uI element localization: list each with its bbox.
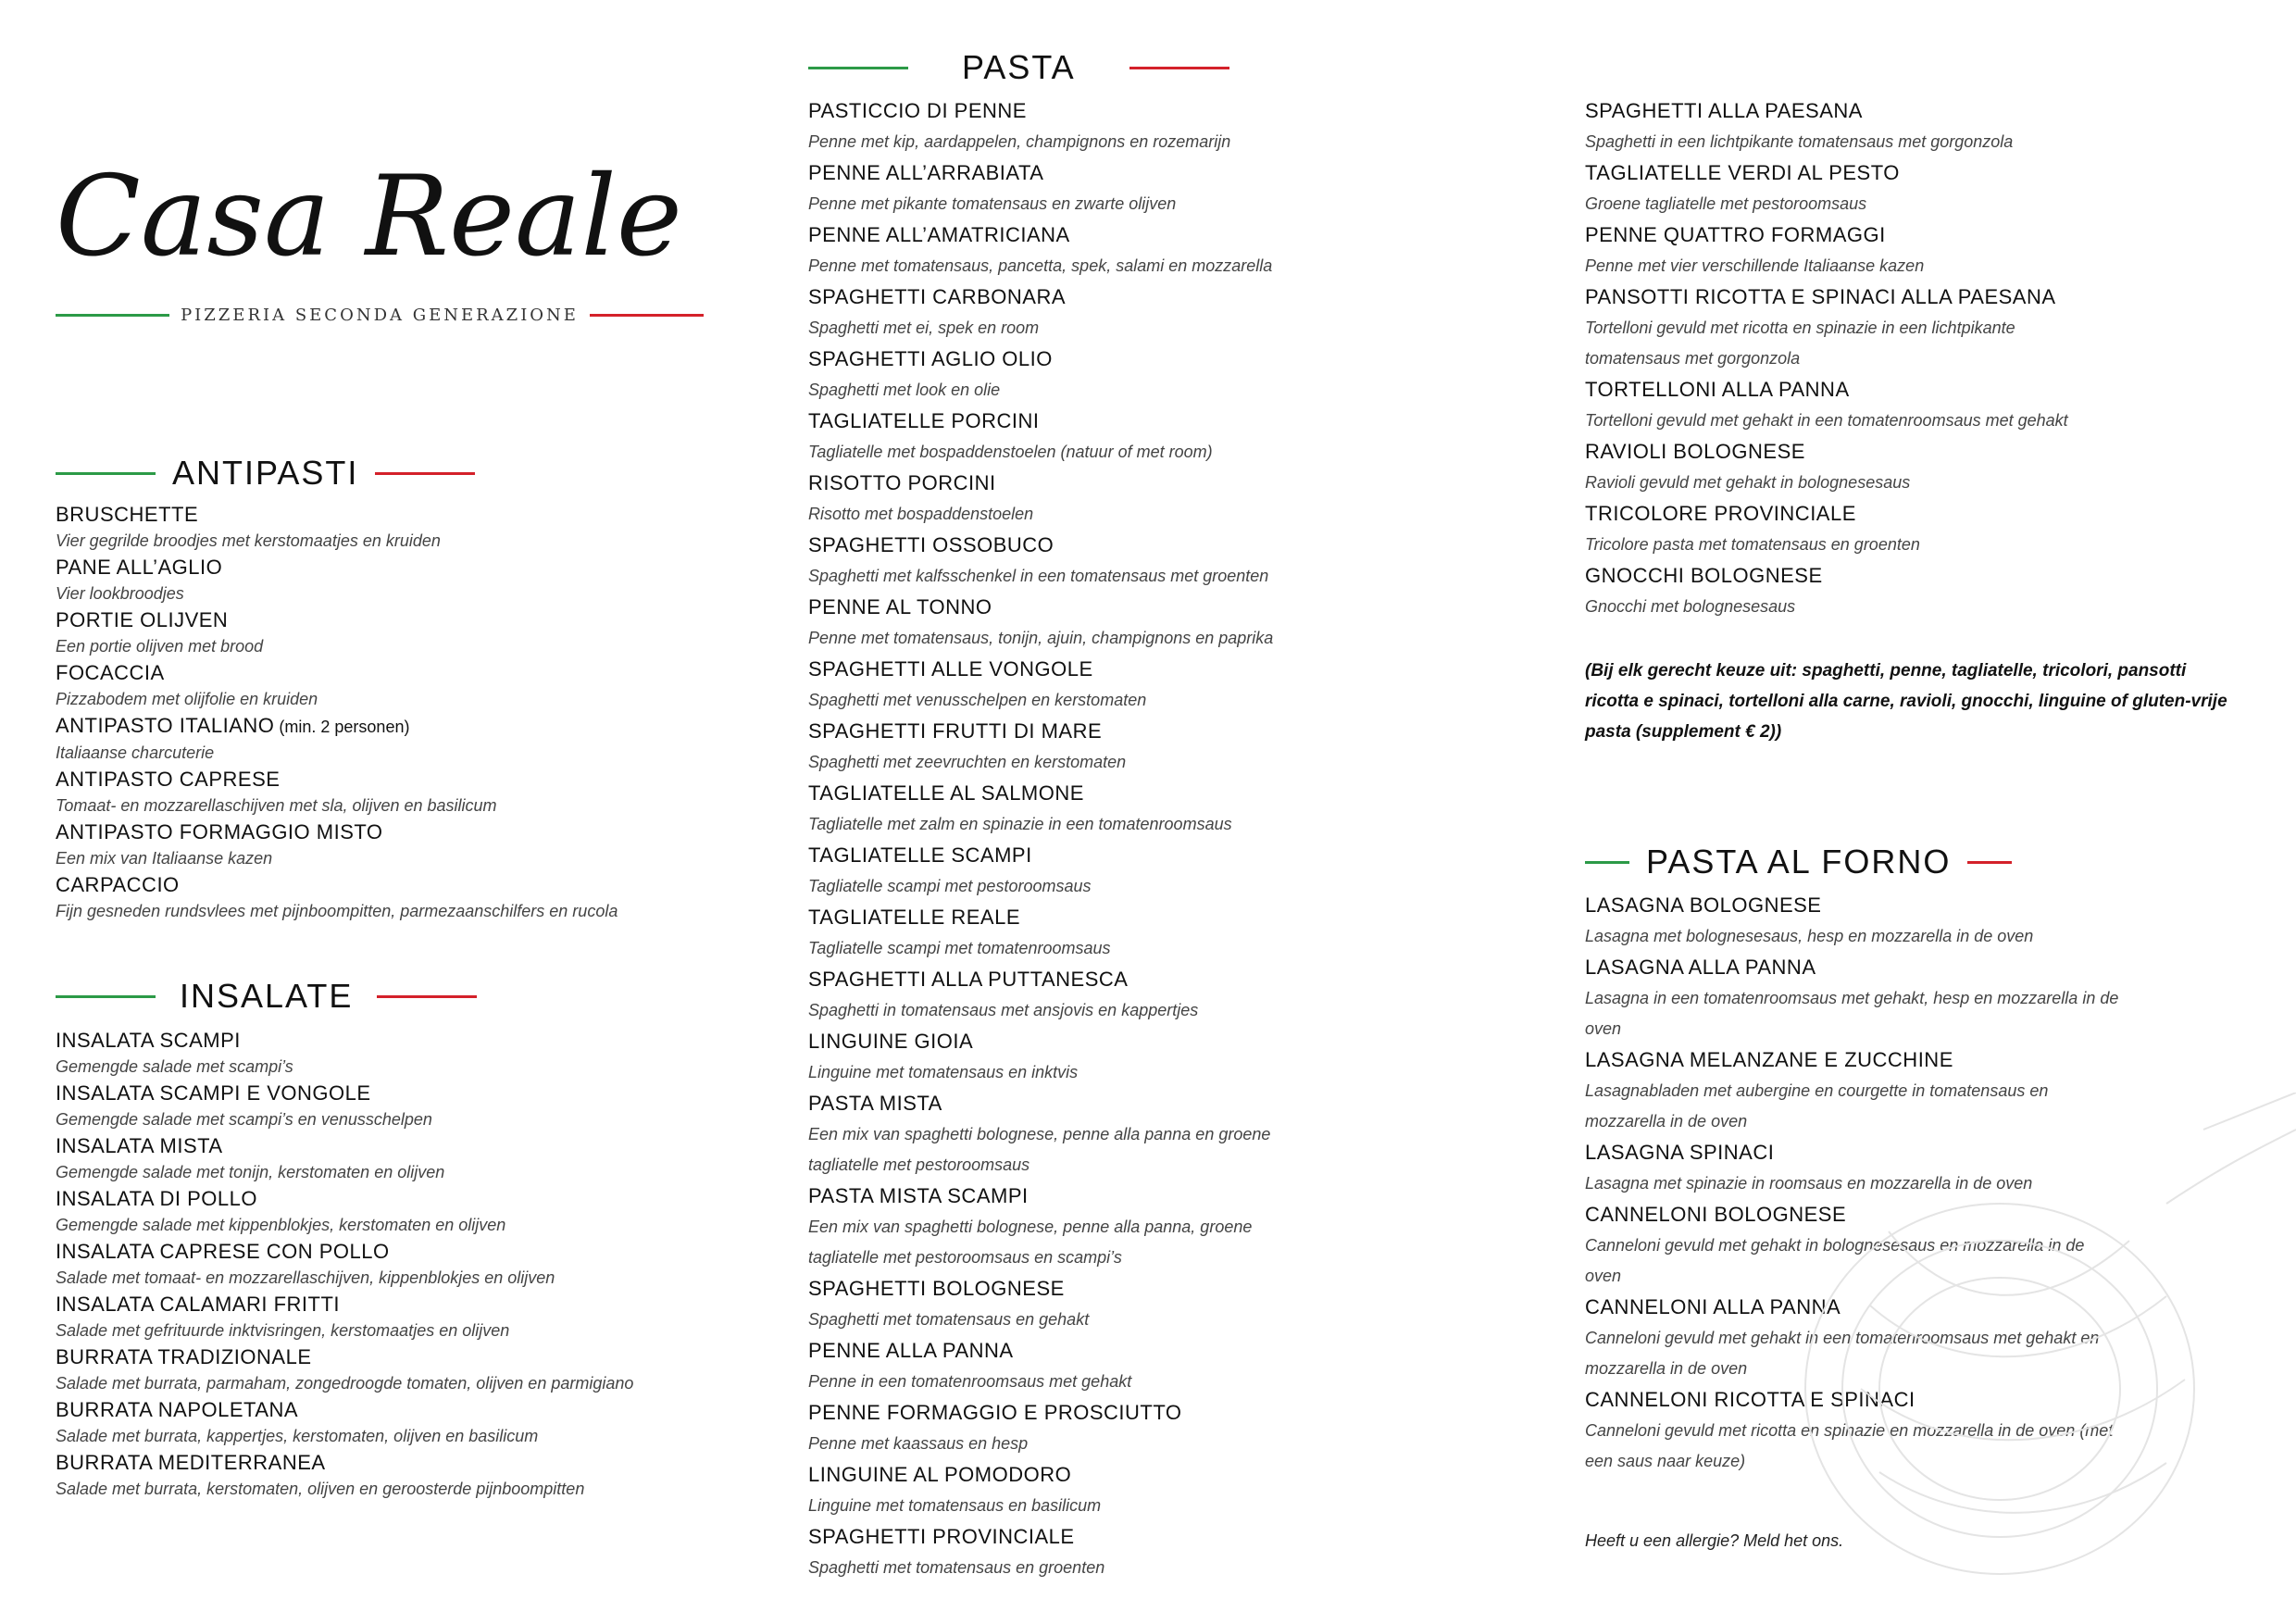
menu-item-description: Lasagnabladen met aubergine en courgette in tomatensaus en mozzarella in de oven <box>1585 1081 2049 1131</box>
menu-item <box>808 592 1327 654</box>
menu-item-name: GNOCCHI BOLOGNESE <box>1585 564 1823 587</box>
menu-item-description: Tortelloni gevuld met ricotta en spinazie in een lichtpikante tomatensaus met gorgonzola <box>1585 319 2015 368</box>
menu-item-description: Penne met kaassaus en hesp <box>808 1434 1029 1453</box>
pasta-header <box>808 48 1229 87</box>
header-red-line <box>377 995 477 998</box>
menu-item <box>808 840 1327 902</box>
menu-item-description: Gemengde salade met kippenblokjes, kerstomaten en olijven <box>56 1216 506 1234</box>
menu-item-name: INSALATA SCAMPI E VONGOLE <box>56 1081 371 1105</box>
menu-item <box>56 1133 648 1186</box>
menu-item <box>808 1459 1327 1521</box>
menu-item-name: ANTIPASTO FORMAGGIO MISTO <box>56 820 383 843</box>
menu-item-name: BURRATA TRADIZIONALE <box>56 1345 312 1368</box>
menu-item-description: Een mix van spaghetti bolognese, penne alla panna en groene tagliatelle met pestoroomsaus <box>808 1125 1271 1174</box>
menu-item <box>1585 95 2103 157</box>
menu-item <box>808 157 1327 219</box>
menu-item <box>1585 560 2103 622</box>
menu-item-name: INSALATA SCAMPI <box>56 1029 241 1052</box>
menu-item <box>808 1335 1327 1397</box>
header-red-line <box>375 472 475 475</box>
menu-item <box>808 468 1327 530</box>
menu-item-description: Tagliatelle met bospaddenstoelen (natuur of met room) <box>808 443 1213 461</box>
menu-item-note: (min. 2 personen) <box>274 718 410 736</box>
header-green-line <box>56 995 156 998</box>
insalate-title: INSALATE <box>180 977 354 1015</box>
menu-item <box>56 1081 648 1133</box>
menu-item-description: Spaghetti in een lichtpikante tomatensaus met gorgonzola <box>1585 132 2014 151</box>
menu-item <box>808 1273 1327 1335</box>
menu-item <box>1585 374 2103 436</box>
menu-item-name: INSALATA CAPRESE CON POLLO <box>56 1240 390 1263</box>
menu-item-name: TRICOLORE PROVINCIALE <box>1585 502 1856 525</box>
menu-item-description: Italiaanse charcuterie <box>56 743 215 762</box>
insalate-list <box>56 1028 648 1503</box>
menu-item-description: Vier gegrilde broodjes met kerstomaatjes en kruiden <box>56 531 441 550</box>
menu-item-description: Spaghetti in tomatensaus met ansjovis en kappertjes <box>808 1001 1199 1019</box>
menu-item-description: Linguine met tomatensaus en inktvis <box>808 1063 1079 1081</box>
menu-item-name: LINGUINE GIOIA <box>808 1030 974 1053</box>
menu-item-name: PORTIE OLIJVEN <box>56 608 229 631</box>
menu-item <box>56 1344 648 1397</box>
menu-item-name: SPAGHETTI CARBONARA <box>808 285 1067 308</box>
menu-item-description: Lasagna met spinazie in roomsaus en mozzarella in de oven <box>1585 1174 2033 1193</box>
menu-item-name: CANNELONI ALLA PANNA <box>1585 1295 1841 1318</box>
menu-item <box>808 778 1327 840</box>
menu-item <box>808 95 1327 157</box>
header-red-line <box>1129 67 1229 69</box>
allergy-note: Heeft u een allergie? Meld het ons. <box>1585 1531 1844 1550</box>
menu-item-description: Tricolore pasta met tomatensaus en groenten <box>1585 535 1920 554</box>
menu-item-name: SPAGHETTI PROVINCIALE <box>808 1525 1075 1548</box>
menu-item-name: SPAGHETTI ALLA PUTTANESCA <box>808 968 1129 991</box>
menu-item-description: Salade met burrata, kerstomaten, olijven en geroosterde pijnboompitten <box>56 1480 585 1498</box>
menu-item <box>1585 157 2103 219</box>
antipasti-header <box>56 454 475 493</box>
menu-item-name: TAGLIATELLE PORCINI <box>808 409 1040 432</box>
menu-item-name: SPAGHETTI ALLE VONGOLE <box>808 657 1093 681</box>
menu-item-description: Penne met tomatensaus, pancetta, spek, salami en mozzarella <box>808 256 1273 275</box>
menu-item-name: TAGLIATELLE SCAMPI <box>808 843 1032 867</box>
menu-item-name: ANTIPASTO ITALIANO (min. 2 personen) <box>56 714 410 737</box>
pasta-al-forno-header <box>1585 843 2012 881</box>
menu-item-description: Groene tagliatelle met pestoroomsaus <box>1585 194 1867 213</box>
menu-item <box>808 530 1327 592</box>
menu-item-description: Gemengde salade met scampi’s <box>56 1057 293 1076</box>
menu-item-description: Gnocchi met bolognesesaus <box>1585 597 1796 616</box>
brand-name: Casa Reale <box>56 153 682 281</box>
menu-item-name: PENNE FORMAGGIO E PROSCIUTTO <box>808 1401 1182 1424</box>
menu-item-description: Spaghetti met tomatensaus en groenten <box>808 1558 1105 1577</box>
menu-item-name: PENNE ALL’AMATRICIANA <box>808 223 1070 246</box>
menu-item-name: PANSOTTI RICOTTA E SPINACI ALLA PAESANA <box>1585 285 2056 308</box>
menu-item-description: Een portie olijven met brood <box>56 637 264 656</box>
menu-item-name: PENNE ALLA PANNA <box>808 1339 1014 1362</box>
menu-item-description: Pizzabodem met olijfolie en kruiden <box>56 690 318 708</box>
menu-item-description: Penne met vier verschillende Italiaanse kazen <box>1585 256 1925 275</box>
menu-item-name: PASTA MISTA <box>808 1092 942 1115</box>
menu-item-name: CARPACCIO <box>56 873 180 896</box>
menu-item <box>808 281 1327 344</box>
tagline-red-line <box>590 314 704 317</box>
menu-item-description: Spaghetti met look en olie <box>808 381 1001 399</box>
menu-item-name: PASTICCIO DI PENNE <box>808 99 1027 122</box>
menu-item <box>56 819 648 872</box>
menu-item <box>56 713 648 767</box>
menu-item-name: ANTIPASTO CAPRESE <box>56 768 281 791</box>
menu-item <box>56 555 648 607</box>
menu-item-description: Tortelloni gevuld met gehakt in een tomatenroomsaus met gehakt <box>1585 411 2068 430</box>
menu-item-description: Ravioli gevuld met gehakt in bolognesesaus <box>1585 473 1911 492</box>
menu-item-name: FOCACCIA <box>56 661 165 684</box>
menu-item-name: TORTELLONI ALLA PANNA <box>1585 378 1850 401</box>
menu-item-name: PASTA MISTA SCAMPI <box>808 1184 1029 1207</box>
tagline-green-line <box>56 314 169 317</box>
header-green-line <box>808 67 908 69</box>
menu-item-name: TAGLIATELLE VERDI AL PESTO <box>1585 161 1900 184</box>
menu-item-description: Tagliatelle scampi met pestoroomsaus <box>808 877 1092 895</box>
menu-item <box>808 964 1327 1026</box>
menu-item-name: SPAGHETTI FRUTTI DI MARE <box>808 719 1103 743</box>
menu-item-description: Salade met burrata, parmaham, zongedroogde tomaten, olijven en parmigiano <box>56 1374 634 1393</box>
menu-item-name: TAGLIATELLE REALE <box>808 906 1020 929</box>
menu-item-name: BURRATA MEDITERRANEA <box>56 1451 326 1474</box>
pasta-al-forno-title: PASTA AL FORNO <box>1646 843 1952 881</box>
menu-item-name: SPAGHETTI AGLIO OLIO <box>808 347 1053 370</box>
menu-item <box>1585 890 2122 952</box>
menu-item <box>808 1521 1327 1583</box>
menu-item <box>56 1186 648 1239</box>
menu-item <box>808 1026 1327 1088</box>
menu-item-description: Spaghetti met tomatensaus en gehakt <box>808 1310 1090 1329</box>
menu-item-description: Penne in een tomatenroomsaus met gehakt <box>808 1372 1132 1391</box>
menu-item-name: PANE ALL’AGLIO <box>56 556 223 579</box>
menu-item-description: Canneloni gevuld met gehakt in een tomatenroomsaus met gehakt en mozzarella in de oven <box>1585 1329 2100 1378</box>
menu-item-name: PENNE QUATTRO FORMAGGI <box>1585 223 1886 246</box>
menu-item-name: LASAGNA MELANZANE E ZUCCHINE <box>1585 1048 1953 1071</box>
menu-item-description: Lasagna met bolognesesaus, hesp en mozzarella in de oven <box>1585 927 2034 945</box>
menu-item <box>1585 436 2103 498</box>
menu-item <box>808 1088 1327 1181</box>
menu-item <box>56 872 648 925</box>
menu-item-name: RAVIOLI BOLOGNESE <box>1585 440 1805 463</box>
menu-item-name: CANNELONI RICOTTA E SPINACI <box>1585 1388 1915 1411</box>
menu-item <box>56 1028 648 1081</box>
menu-item <box>808 1181 1327 1273</box>
menu-item <box>808 344 1327 406</box>
menu-item-name: LINGUINE AL POMODORO <box>808 1463 1072 1486</box>
menu-item-description: Tagliatelle scampi met tomatenroomsaus <box>808 939 1111 957</box>
menu-item-name: INSALATA MISTA <box>56 1134 223 1157</box>
brand-tagline: PIZZERIA SECONDA GENERAZIONE <box>181 305 579 325</box>
pasta-list-continued <box>1585 95 2103 622</box>
menu-item <box>1585 219 2103 281</box>
menu-item-description: Risotto met bospaddenstoelen <box>808 505 1034 523</box>
menu-item-description: Spaghetti met zeevruchten en kerstomaten <box>808 753 1127 771</box>
menu-item-description: Linguine met tomatensaus en basilicum <box>808 1496 1102 1515</box>
menu-item <box>56 607 648 660</box>
header-green-line <box>1585 861 1629 864</box>
header-green-line <box>56 472 156 475</box>
menu-item-description: Vier lookbroodjes <box>56 584 184 603</box>
menu-item-name: CANNELONI BOLOGNESE <box>1585 1203 1847 1226</box>
menu-item <box>808 716 1327 778</box>
menu-item-description: Gemengde salade met scampi’s en venusschelpen <box>56 1110 432 1129</box>
menu-item <box>56 1239 648 1292</box>
menu-item-name: TAGLIATELLE AL SALMONE <box>808 781 1084 805</box>
menu-item-description: Salade met burrata, kappertjes, kerstomaten, olijven en basilicum <box>56 1427 539 1445</box>
menu-item-name: BURRATA NAPOLETANA <box>56 1398 299 1421</box>
menu-item-description: Fijn gesneden rundsvlees met pijnboompitten, parmezaanschilfers en rucola <box>56 902 618 920</box>
menu-item <box>56 660 648 713</box>
menu-item-description: Een mix van spaghetti bolognese, penne alla panna, groene tagliatelle met pestoroomsaus en scampi’s <box>808 1218 1253 1267</box>
menu-item-description: Salade met gefrituurde inktvisringen, kerstomaatjes en olijven <box>56 1321 510 1340</box>
header-red-line <box>1967 861 2012 864</box>
menu-item-name: RISOTTO PORCINI <box>808 471 996 494</box>
menu-item <box>56 1292 648 1344</box>
menu-item-description: Tagliatelle met zalm en spinazie in een tomatenroomsaus <box>808 815 1232 833</box>
pasta-sketch-decoration <box>1648 1093 2296 1624</box>
menu-item-name: LASAGNA SPINACI <box>1585 1141 1775 1164</box>
menu-item-name: SPAGHETTI BOLOGNESE <box>808 1277 1065 1300</box>
menu-item-description: Salade met tomaat- en mozzarellaschijven, kippenblokjes en olijven <box>56 1268 555 1287</box>
antipasti-list <box>56 502 648 925</box>
pasta-list <box>808 95 1327 1583</box>
menu-item <box>808 654 1327 716</box>
insalate-header <box>56 977 477 1016</box>
menu-item <box>808 902 1327 964</box>
menu-item-name: INSALATA CALAMARI FRITTI <box>56 1293 341 1316</box>
menu-item-description: Penne met tomatensaus, tonijn, ajuin, champignons en paprika <box>808 629 1274 647</box>
menu-item-name: BRUSCHETTE <box>56 503 199 526</box>
menu-item-description: Penne met kip, aardappelen, champignons en rozemarijn <box>808 132 1231 151</box>
menu-item <box>808 406 1327 468</box>
brand-tagline-row <box>56 301 704 329</box>
pasta-title: PASTA <box>962 48 1076 86</box>
menu-item <box>808 219 1327 281</box>
menu-item-name: LASAGNA BOLOGNESE <box>1585 893 1822 917</box>
menu-item-name: SPAGHETTI ALLA PAESANA <box>1585 99 1863 122</box>
menu-item <box>56 1450 648 1503</box>
menu-item-name: SPAGHETTI OSSOBUCO <box>808 533 1054 556</box>
menu-item-description: Gemengde salade met tonijn, kerstomaten en olijven <box>56 1163 445 1181</box>
menu-item-name: INSALATA DI POLLO <box>56 1187 257 1210</box>
menu-item-description: Canneloni gevuld met ricotta en spinazie en mozzarella in de oven (met een saus naar keuze) <box>1585 1421 2114 1470</box>
menu-item-name: LASAGNA ALLA PANNA <box>1585 956 1816 979</box>
menu-item <box>1585 952 2122 1044</box>
brand-logo-script <box>56 130 704 287</box>
pasta-choice-note: (Bij elk gerecht keuze uit: spaghetti, penne, tagliatelle, tricolori, pansotti ricotta e spinaci, tortelloni alla carne, ravioli, gnocchi, linguine of gluten-vrije pasta (supplement € 2)) <box>1585 661 2227 742</box>
menu-item-description: Spaghetti met venusschelpen en kerstomaten <box>808 691 1147 709</box>
menu-item <box>808 1397 1327 1459</box>
menu-item-description: Penne met pikante tomatensaus en zwarte olijven <box>808 194 1177 213</box>
menu-item <box>1585 281 2103 374</box>
antipasti-title: ANTIPASTI <box>172 454 359 492</box>
brand-logo <box>56 130 704 333</box>
menu-item-description: Lasagna in een tomatenroomsaus met gehakt, hesp en mozzarella in de oven <box>1585 989 2119 1038</box>
menu-item-description: Tomaat- en mozzarellaschijven met sla, olijven en basilicum <box>56 796 497 815</box>
menu-item-description: Spaghetti met kalfsschenkel in een tomatensaus met groenten <box>808 567 1269 585</box>
menu-item-description: Spaghetti met ei, spek en room <box>808 319 1040 337</box>
menu-item <box>1585 498 2103 560</box>
menu-item-description: Een mix van Italiaanse kazen <box>56 849 273 868</box>
menu-item <box>56 1397 648 1450</box>
menu-item <box>56 767 648 819</box>
menu-item <box>56 502 648 555</box>
menu-item-description: Canneloni gevuld met gehakt in bolognesesaus en mozzarella in de oven <box>1585 1236 2085 1285</box>
menu-item-name: PENNE ALL’ARRABIATA <box>808 161 1044 184</box>
menu-item-name: PENNE AL TONNO <box>808 595 992 618</box>
